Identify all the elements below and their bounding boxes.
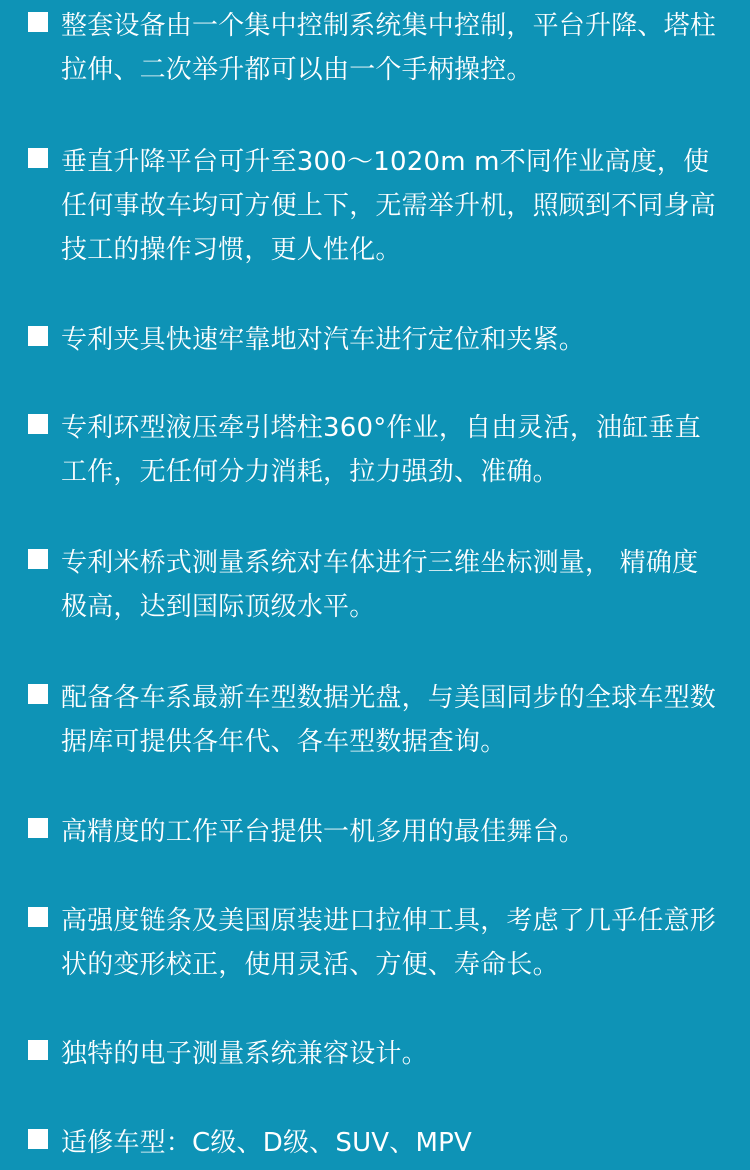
feature-item: [28, 676, 728, 764]
square-bullet-icon: [28, 1129, 48, 1149]
feature-item: [28, 1032, 728, 1076]
feature-item: [28, 810, 728, 854]
feature-item: [28, 541, 728, 629]
square-bullet-icon: [28, 148, 48, 168]
square-bullet-icon: [28, 684, 48, 704]
feature-text: 高精度的工作平台提供一机多用的最佳舞台。: [61, 817, 586, 847]
square-bullet-icon: [28, 1040, 48, 1060]
square-bullet-icon: [28, 549, 48, 569]
feature-item: [28, 140, 728, 272]
feature-text: 垂直升降平台可升至300～1020m m不同作业高度，使任何事故车均可方便上下，无需举升机，照顾到不同身高技工的操作习惯，更人性化。: [61, 147, 717, 265]
square-bullet-icon: [28, 414, 48, 434]
feature-text: 独特的电子测量系统兼容设计。: [61, 1039, 428, 1069]
feature-item: [28, 899, 728, 987]
feature-text: 专利夹具快速牢靠地对汽车进行定位和夹紧。: [61, 325, 586, 355]
square-bullet-icon: [28, 326, 48, 346]
feature-item: [28, 1121, 728, 1165]
feature-item: [28, 406, 728, 494]
square-bullet-icon: [28, 12, 48, 32]
square-bullet-icon: [28, 818, 48, 838]
feature-item: [28, 318, 728, 362]
feature-text: 专利米桥式测量系统对车体进行三维坐标测量， 精确度极高，达到国际顶级水平。: [61, 548, 699, 622]
square-bullet-icon: [28, 907, 48, 927]
feature-text: 适修车型：C级、D级、SUV、MPV: [61, 1128, 472, 1158]
feature-text: 整套设备由一个集中控制系统集中控制，平台升降、塔柱拉伸、二次举升都可以由一个手柄操控。: [61, 11, 717, 85]
feature-text: 专利环型液压牵引塔柱360°作业，自由灵活，油缸垂直工作，无任何分力消耗，拉力强劲、准确。: [61, 413, 701, 487]
feature-text: 配备各车系最新车型数据光盘，与美国同步的全球车型数据库可提供各年代、各车型数据查询。: [61, 683, 717, 757]
feature-text: 高强度链条及美国原装进口拉伸工具，考虑了几乎任意形状的变形校正，使用灵活、方便、寿命长。: [61, 906, 717, 980]
feature-item: [28, 4, 728, 92]
